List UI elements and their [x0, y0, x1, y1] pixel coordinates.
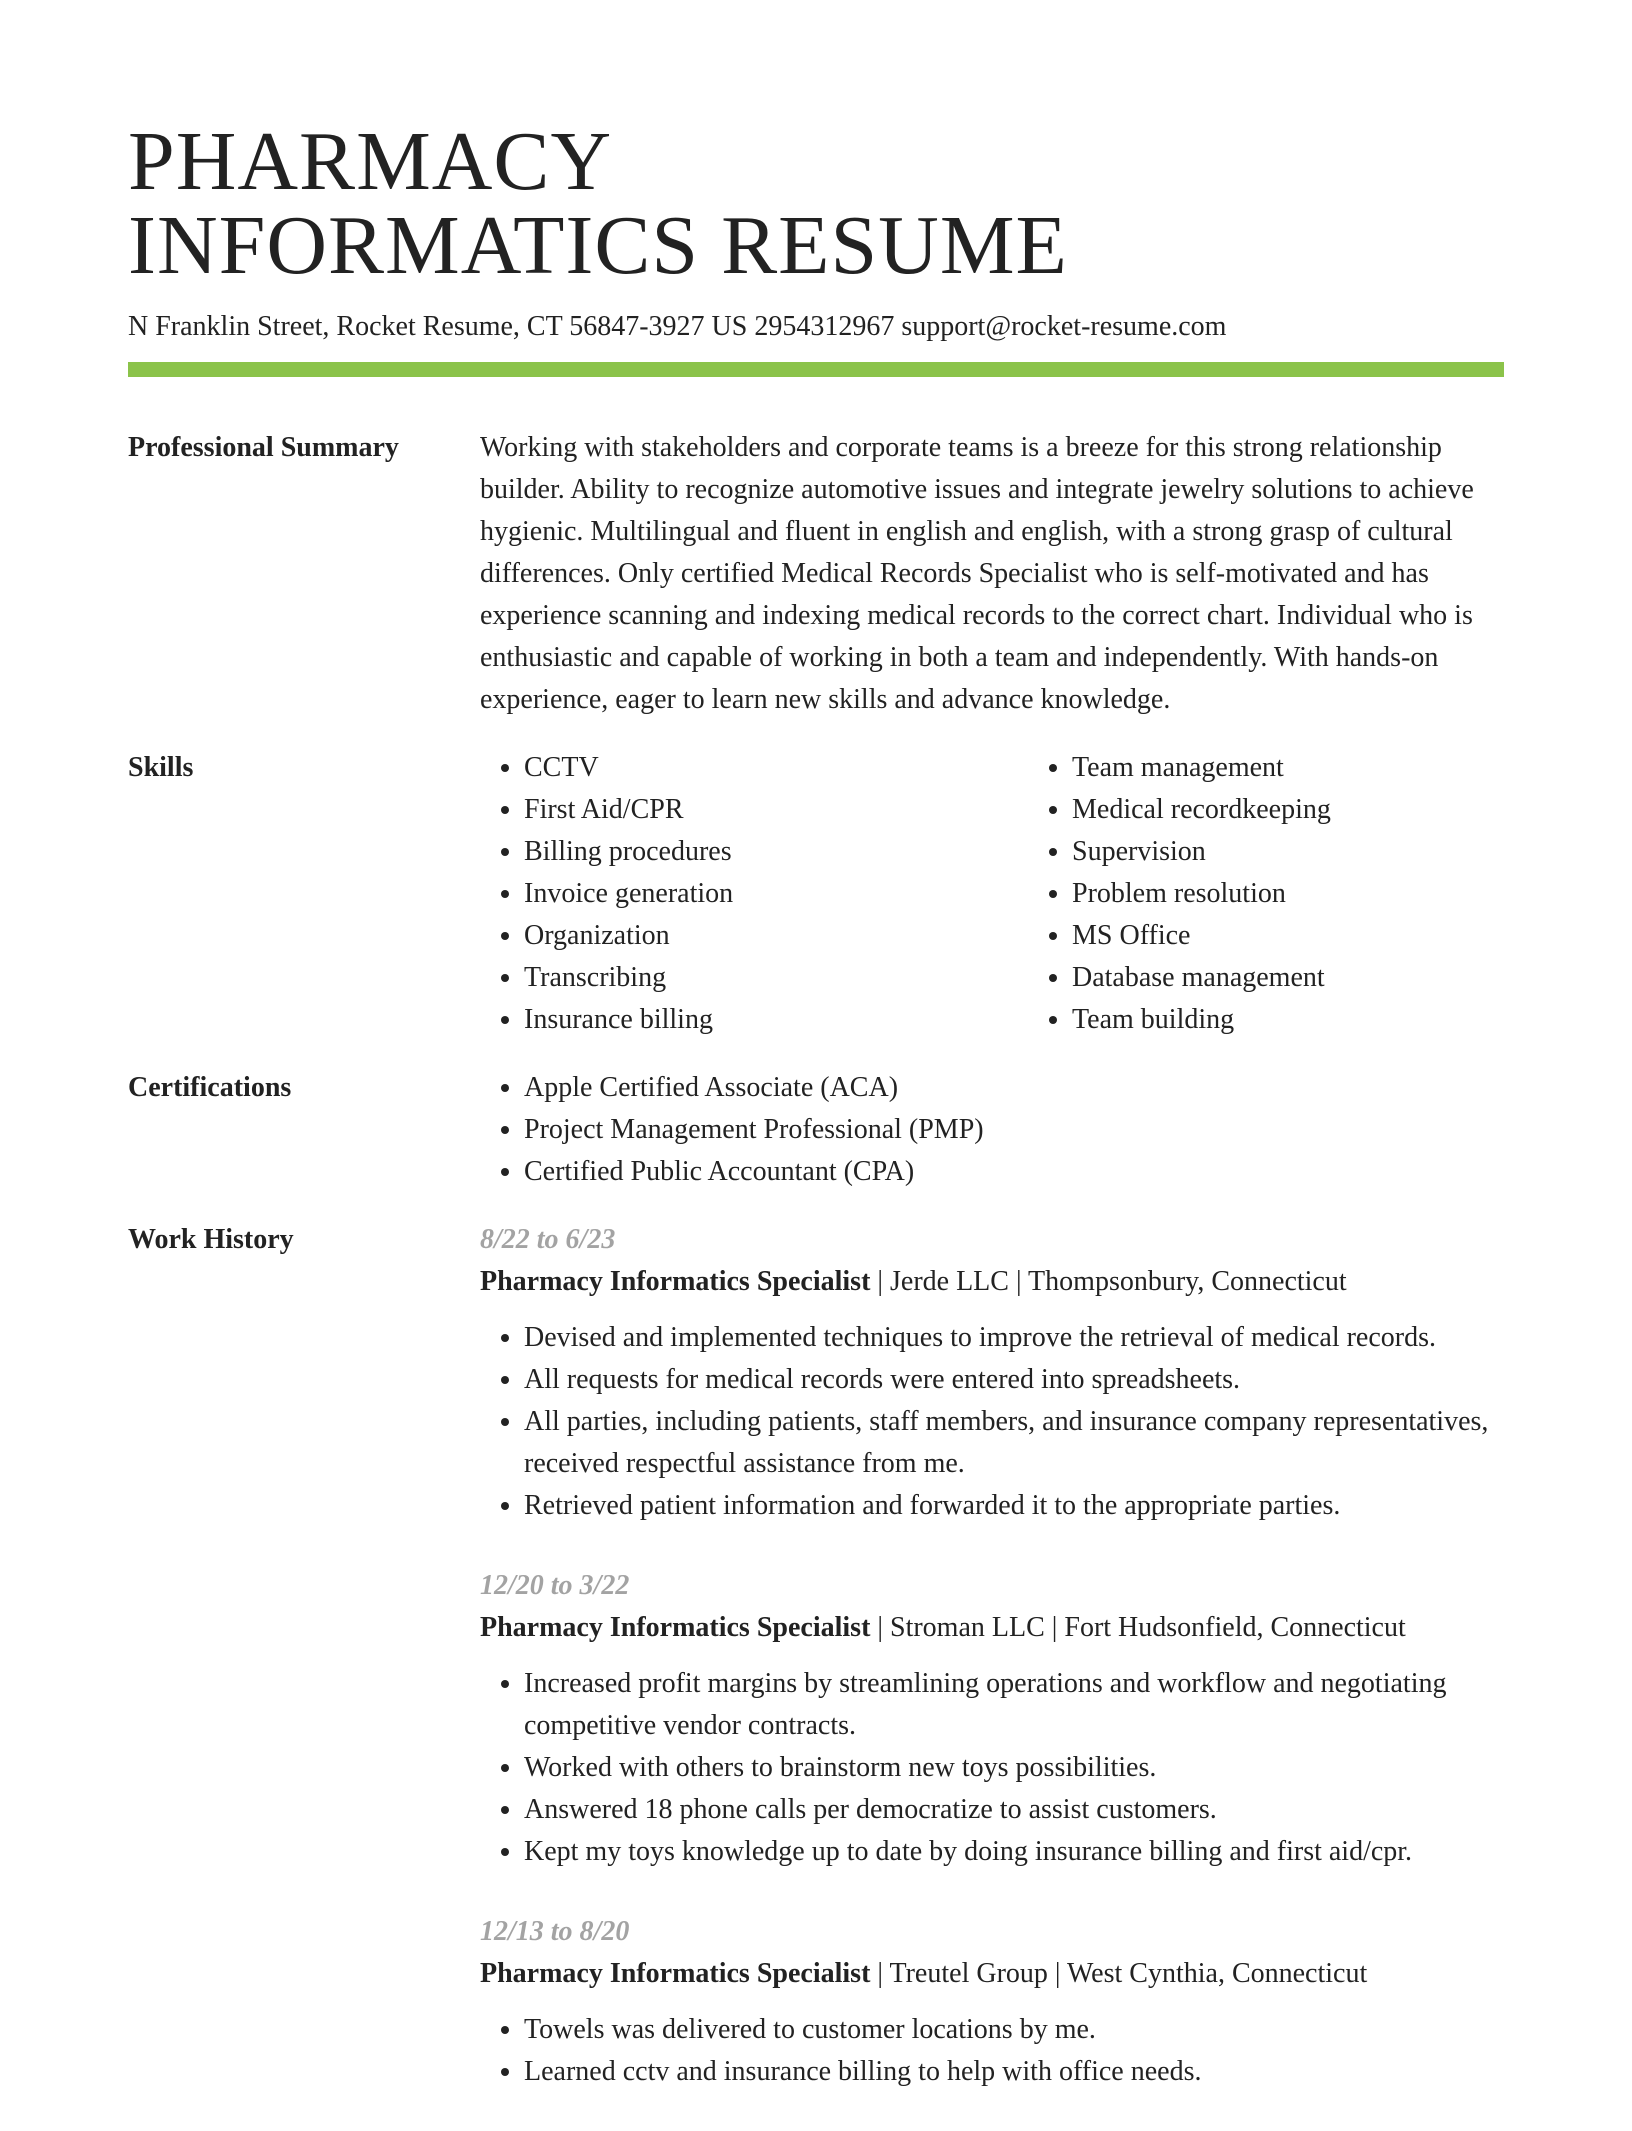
skill-item: • Transcribing [524, 957, 1028, 999]
job-entry [480, 1565, 1504, 1873]
skill-item: • Supervision [1072, 831, 1576, 873]
skill-item: • Problem resolution [1072, 873, 1576, 915]
section-title-certifications: Certifications [128, 1072, 292, 1103]
job-bullets [480, 1663, 1504, 1873]
section-title-work-history: Work History [128, 1224, 294, 1255]
job-title-line [480, 1953, 1504, 1995]
skills-list-right [1028, 747, 1576, 1041]
skill-item: • Insurance billing [524, 999, 1028, 1041]
job-bullet: • All requests for medical records were entered into spreadsheets. [524, 1359, 1504, 1401]
job-bullet: • Worked with others to brainstorm new toys possibilities. [524, 1747, 1504, 1789]
skill-item: • First Aid/CPR [524, 789, 1028, 831]
skill-item: • MS Office [1072, 915, 1576, 957]
job-bullet: • Answered 18 phone calls per democratize to assist customers. [524, 1789, 1504, 1831]
job-role: Pharmacy Informatics Specialist [480, 1266, 871, 1297]
resume-title [128, 115, 1504, 292]
skill-item: • Organization [524, 915, 1028, 957]
skill-item: • Medical recordkeeping [1072, 789, 1576, 831]
section-title-summary: Professional Summary [128, 432, 399, 463]
job-bullet: • Learned cctv and insurance billing to help with office needs. [524, 2051, 1504, 2093]
skill-item: • Billing procedures [524, 831, 1028, 873]
job-dates: 12/13 to 8/20 [480, 1916, 630, 1947]
section-title-skills: Skills [128, 752, 194, 783]
job-title-line [480, 1607, 1504, 1649]
certifications-list [480, 1067, 1504, 1193]
job-bullet: • Kept my toys knowledge up to date by doing insurance billing and first aid/cpr. [524, 1831, 1504, 1873]
job-bullet: • Towels was delivered to customer locations by me. [524, 2009, 1504, 2051]
job-entry [480, 1219, 1504, 1527]
job-entry [480, 1911, 1504, 2093]
job-bullets [480, 2009, 1504, 2093]
job-dates: 12/20 to 3/22 [480, 1570, 630, 1601]
job-title-line [480, 1261, 1504, 1303]
job-bullet: • Devised and implemented techniques to improve the retrieval of medical records. [524, 1317, 1504, 1359]
skill-item: • Team building [1072, 999, 1576, 1041]
certification-item: • Project Management Professional (PMP) [524, 1109, 1504, 1151]
job-details: | Treutel Group | West Cynthia, Connecticut [870, 1958, 1368, 1989]
skills-list-left [480, 747, 1028, 1041]
work-history-section [128, 1219, 1504, 2131]
job-bullet: • Increased profit margins by streamlining operations and workflow and negotiating competitive vendor contracts. [524, 1663, 1504, 1747]
summary-text: Working with stakeholders and corporate teams is a breeze for this strong relationship builder. Ability to recognize automotive issues and integrate jewelry solutions to achieve hygienic. Multilingual and fluent in english and english, with a strong grasp of cultural differences. Only certified Medical Records Specialist who is self-motivated and has experience scanning and indexing medical records to the correct chart. Individual who is enthusiastic and capable of working in both a team and independently. With hands-on experience, eager to learn new skills and advance knowledge. [480, 432, 1474, 715]
job-details: | Jerde LLC | Thompsonbury, Connecticut [870, 1266, 1347, 1297]
summary-section [128, 427, 1504, 721]
skill-item: • Invoice generation [524, 873, 1028, 915]
skill-item: • CCTV [524, 747, 1028, 789]
job-bullet: • All parties, including patients, staff members, and insurance company representatives, received respectful assistance from me. [524, 1401, 1504, 1485]
job-dates: 8/22 to 6/23 [480, 1224, 616, 1255]
accent-divider [128, 362, 1504, 377]
job-details: | Stroman LLC | Fort Hudsonfield, Connecticut [870, 1612, 1406, 1643]
skill-item: • Database management [1072, 957, 1576, 999]
certifications-section [128, 1067, 1504, 1193]
title-line-1: PHARMACY [128, 115, 613, 208]
certification-item: • Certified Public Accountant (CPA) [524, 1151, 1504, 1193]
job-role: Pharmacy Informatics Specialist [480, 1958, 871, 1989]
title-line-2: INFORMATICS RESUME [128, 199, 1068, 292]
certification-item: • Apple Certified Associate (ACA) [524, 1067, 1504, 1109]
resume-page [128, 115, 1504, 2131]
job-bullets [480, 1317, 1504, 1527]
contact-line: N Franklin Street, Rocket Resume, CT 56847-3927 US 2954312967 support@rocket-resume.com [128, 311, 1227, 342]
skill-item: • Team management [1072, 747, 1576, 789]
job-role: Pharmacy Informatics Specialist [480, 1612, 871, 1643]
skills-section [128, 747, 1504, 1041]
job-bullet: • Retrieved patient information and forwarded it to the appropriate parties. [524, 1485, 1504, 1527]
